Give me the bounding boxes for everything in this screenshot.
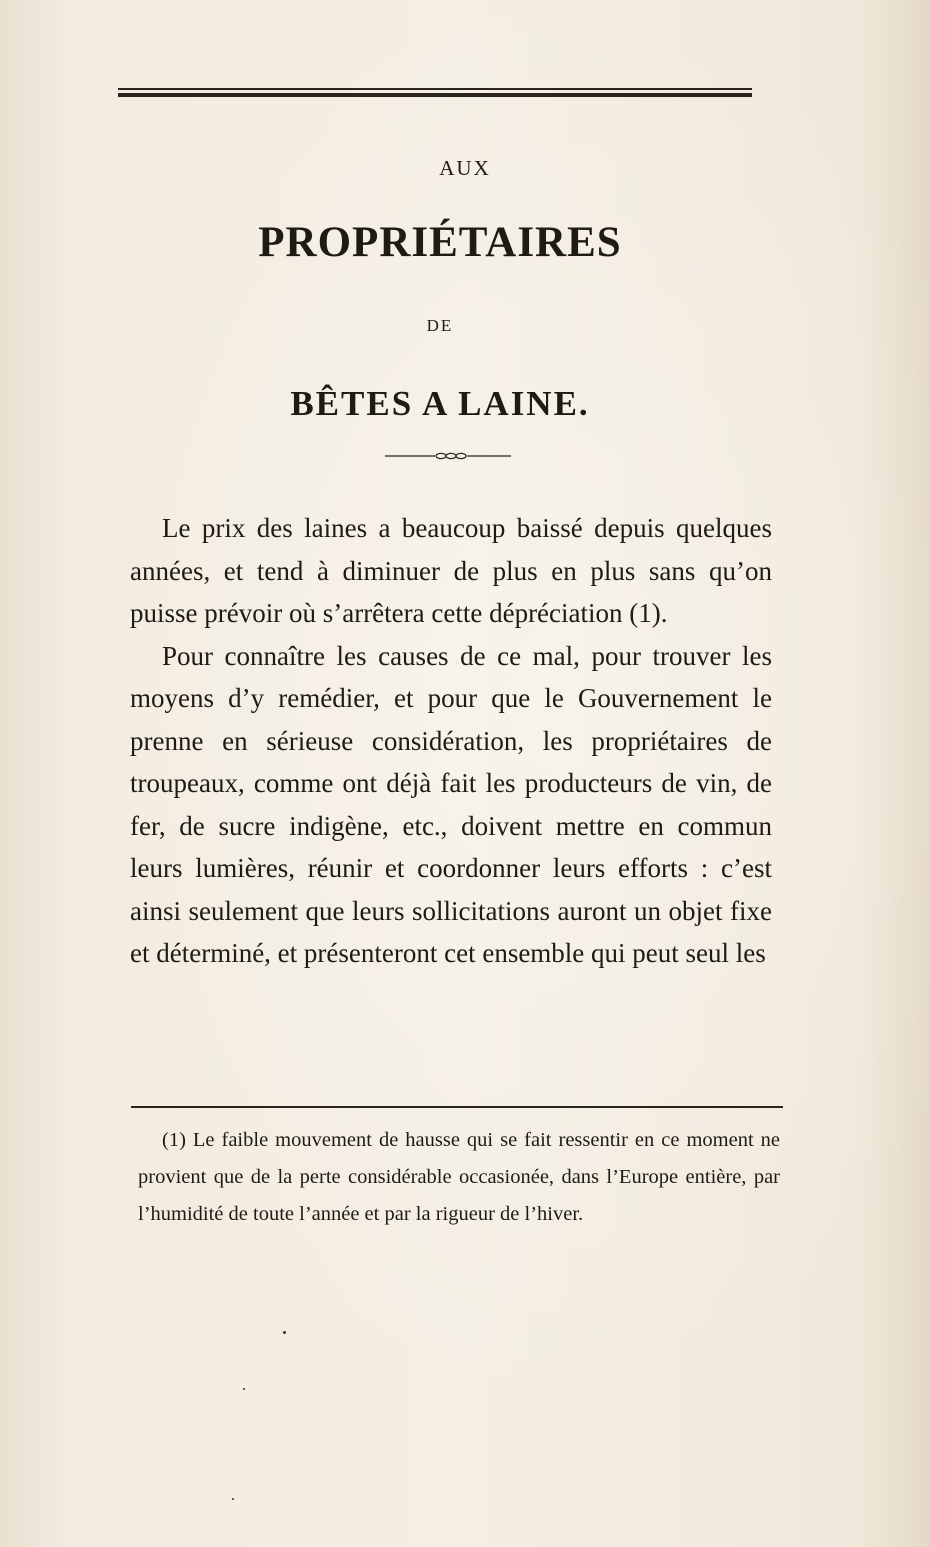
footnote-rule bbox=[131, 1106, 783, 1108]
top-rule-thin-line bbox=[118, 88, 752, 90]
heading-connector: DE bbox=[426, 316, 454, 335]
body-paragraph-1: Le prix des laines a beaucoup baissé depuis quelques années, et tend à diminuer de plus en plus sans qu’on puisse prévoir où s’arrêtera cette dépréciation (1). bbox=[130, 513, 772, 628]
paper-speck bbox=[232, 1498, 234, 1500]
paper-speck bbox=[243, 1388, 245, 1390]
body-paragraph-2: Pour connaître les causes de ce mal, pour trouver les moyens d’y remédier, et pour que le Gouvernement le prenne en sérieuse considération, les propriétaires de troupeaux, comme ont déjà fait les producteurs de vin, de fer, de sucre indigène, etc., doivent mettre en commun leurs lumières, réunir et coordonner leurs efforts : c’est ainsi seulement que leurs sollicitations auront un objet fixe et déterminé, et présenteront cet ensemble qui peut seul les bbox=[130, 640, 772, 968]
heading-title: PROPRIÉTAIRES bbox=[258, 219, 622, 266]
footnote-text: (1) Le faible mouvement de hausse qui se fait ressentir en ce moment ne provient que de la perte considérable occasionée, dans l’Europe entière, par l’humidité de toute l’année et par la rigueur de l’hiver. bbox=[138, 1129, 780, 1225]
ornament-divider bbox=[385, 451, 511, 461]
top-rule-thick-line bbox=[118, 93, 752, 97]
heading-aux: AUX bbox=[439, 156, 491, 180]
body-text bbox=[130, 507, 772, 975]
paper-speck bbox=[283, 1331, 286, 1334]
top-double-rule bbox=[118, 88, 752, 98]
footnote bbox=[138, 1122, 780, 1233]
heading-subtitle: BÊTES A LAINE. bbox=[290, 384, 590, 423]
